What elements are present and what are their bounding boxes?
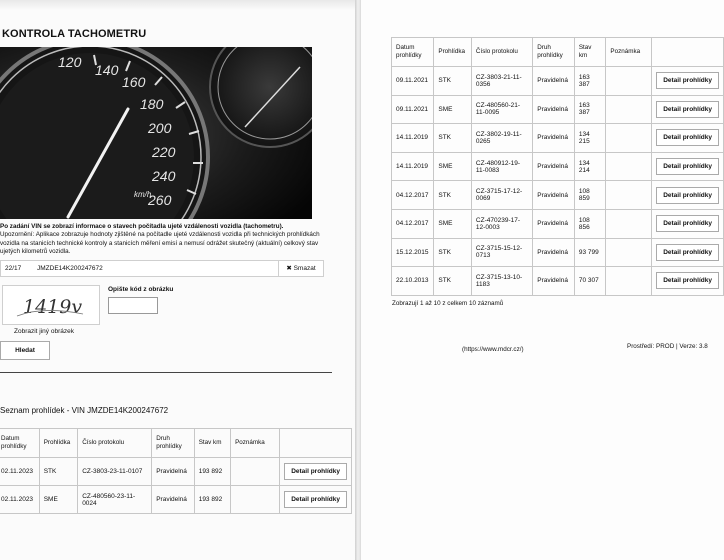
dial-number: 120 — [58, 54, 82, 70]
cell-note — [606, 124, 652, 153]
col-header: Prohlídka — [39, 429, 77, 458]
col-header: Druh prohlídky — [152, 429, 195, 458]
info-lead: Po zadání VIN se zobrazí informace o stavech počítadla ujeté vzdálenosti vozidla (tachometru). — [0, 223, 284, 230]
detail-button[interactable]: Detail prohlídky — [656, 215, 719, 232]
table-row — [392, 209, 724, 238]
detail-button[interactable]: Detail prohlídky — [284, 491, 347, 508]
left-page — [0, 0, 356, 560]
cell-date: 04.12.2017 — [392, 181, 434, 210]
table-row — [392, 238, 724, 267]
dial-number: 180 — [140, 96, 164, 112]
table-row — [392, 267, 724, 296]
cell-note — [231, 458, 280, 486]
info-text — [0, 223, 330, 256]
cell-type: STK — [434, 238, 472, 267]
detail-button[interactable]: Detail prohlídky — [656, 244, 719, 261]
cell-note — [606, 267, 652, 296]
table-row — [392, 181, 724, 210]
cell-protocol: CZ-480560-23-11-0024 — [78, 486, 152, 514]
dial-number: 200 — [148, 120, 172, 136]
pagination-summary: Zobrazují 1 až 10 z celkem 10 záznamů — [392, 300, 504, 307]
cell-km: 108 859 — [574, 181, 606, 210]
cell-kind: Pravidelná — [152, 458, 195, 486]
col-header: Poznámka — [231, 429, 280, 458]
captcha-input[interactable] — [108, 297, 158, 314]
cell-km: 108 856 — [574, 209, 606, 238]
cell-type: SME — [434, 95, 472, 124]
vin-input[interactable]: JMZDE14K200247672 — [37, 265, 103, 272]
captcha-drawing — [3, 286, 99, 324]
cell-type: SME — [434, 152, 472, 181]
cell-km: 163 387 — [574, 95, 606, 124]
col-header: Stav km — [194, 429, 230, 458]
cell-date: 09.11.2021 — [392, 67, 434, 96]
col-header: Stav km — [574, 38, 606, 67]
tachometer-photo — [0, 47, 312, 219]
dial-unit: km/h — [134, 190, 152, 199]
table-row — [392, 95, 724, 124]
list-title: Seznam prohlídek - VIN JMZDE14K200247672 — [0, 406, 169, 415]
dial-number: 160 — [122, 74, 146, 90]
cell-protocol: CZ-3715-13-10-1183 — [471, 267, 532, 296]
cell-type: SME — [39, 486, 77, 514]
cell-protocol: CZ-3715-17-12-0069 — [471, 181, 532, 210]
cell-kind: Pravidelná — [533, 95, 575, 124]
cell-date: 09.11.2021 — [392, 95, 434, 124]
cell-km: 134 215 — [574, 124, 606, 153]
cell-date: 02.11.2023 — [0, 486, 39, 514]
table-row — [392, 67, 724, 96]
col-header: Prohlídka — [434, 38, 472, 67]
cell-date: 22.10.2013 — [392, 267, 434, 296]
cell-date: 14.11.2019 — [392, 152, 434, 181]
cell-protocol: CZ-480560-21-11-0095 — [471, 95, 532, 124]
cell-km: 193 892 — [194, 486, 230, 514]
cell-kind: Pravidelná — [533, 181, 575, 210]
cell-protocol: CZ-3715-15-12-0713 — [471, 238, 532, 267]
cell-km: 163 387 — [574, 67, 606, 96]
col-header — [652, 38, 724, 67]
dial-number: 240 — [152, 168, 176, 184]
table-header-row — [392, 38, 724, 67]
table-row — [0, 458, 352, 486]
cell-kind: Pravidelná — [533, 152, 575, 181]
cell-type: STK — [434, 124, 472, 153]
cell-protocol: CZ-3802-19-11-0265 — [471, 124, 532, 153]
detail-button[interactable]: Detail prohlídky — [656, 129, 719, 146]
cell-kind: Pravidelná — [152, 486, 195, 514]
col-header: Poznámka — [606, 38, 652, 67]
cell-protocol: CZ-470239-17-12-0003 — [471, 209, 532, 238]
page-title: KONTROLA TACHOMETRU — [2, 28, 147, 40]
dial-number: 260 — [148, 192, 172, 208]
page-edge — [0, 0, 356, 10]
dial-number: 140 — [95, 62, 119, 78]
inspection-table-continued — [391, 37, 724, 296]
cell-type: STK — [434, 267, 472, 296]
dial-number: 220 — [152, 144, 176, 160]
cell-km: 70 307 — [574, 267, 606, 296]
vin-input-row[interactable] — [0, 260, 324, 277]
cell-protocol: CZ-480912-19-11-0083 — [471, 152, 532, 181]
table-row — [392, 152, 724, 181]
col-header: Číslo protokolu — [471, 38, 532, 67]
detail-button[interactable]: Detail prohlídky — [284, 463, 347, 480]
cell-kind: Pravidelná — [533, 209, 575, 238]
col-header: Datum prohlídky — [0, 429, 39, 458]
clear-button[interactable]: ✖ Smazat — [278, 261, 323, 276]
cell-note — [606, 67, 652, 96]
captcha-refresh-link[interactable]: Zobrazit jiný obrázek — [14, 328, 74, 335]
cell-note — [606, 181, 652, 210]
detail-button[interactable]: Detail prohlídky — [656, 72, 719, 89]
table-row — [392, 124, 724, 153]
detail-button[interactable]: Detail prohlídky — [656, 272, 719, 289]
footer-link[interactable]: (https://www.mdcr.cz/) — [462, 346, 524, 353]
cell-type: STK — [434, 67, 472, 96]
detail-button[interactable]: Detail prohlídky — [656, 158, 719, 175]
divider — [0, 372, 332, 373]
cell-km: 134 214 — [574, 152, 606, 181]
cell-date: 02.11.2023 — [0, 458, 39, 486]
col-header — [280, 429, 352, 458]
search-button[interactable]: Hledat — [0, 341, 50, 360]
cell-km: 193 892 — [194, 458, 230, 486]
cell-kind: Pravidelná — [533, 267, 575, 296]
vin-char-counter: 22/17 — [5, 265, 22, 272]
cell-date: 04.12.2017 — [392, 209, 434, 238]
detail-button[interactable]: Detail prohlídky — [656, 187, 719, 204]
cell-note — [606, 95, 652, 124]
inspection-table — [0, 428, 352, 514]
table-header-row — [0, 429, 352, 458]
cell-note — [606, 152, 652, 181]
cell-type: STK — [434, 181, 472, 210]
captcha-image — [2, 285, 100, 325]
captcha-text: 1419v — [23, 296, 83, 318]
cell-date: 15.12.2015 — [392, 238, 434, 267]
cell-note — [231, 486, 280, 514]
cell-note — [606, 209, 652, 238]
cell-kind: Pravidelná — [533, 67, 575, 96]
cell-km: 93 799 — [574, 238, 606, 267]
cell-protocol: CZ-3803-23-11-0107 — [78, 458, 152, 486]
captcha-label: Opište kód z obrázku — [108, 286, 174, 293]
col-header: Druh prohlídky — [533, 38, 575, 67]
cell-type: STK — [39, 458, 77, 486]
speedometer-image — [0, 47, 312, 219]
cell-note — [606, 238, 652, 267]
cell-kind: Pravidelná — [533, 124, 575, 153]
detail-button[interactable]: Detail prohlídky — [656, 101, 719, 118]
cell-protocol: CZ-3803-21-11-0356 — [471, 67, 532, 96]
right-page — [361, 0, 724, 560]
footer-environment: Prostředí: PROD | Verze: 3.8 — [627, 343, 708, 350]
col-header: Datum prohlídky — [392, 38, 434, 67]
cell-type: SME — [434, 209, 472, 238]
info-body: Upozornění: Aplikace zobrazuje hodnoty zjištěné na počítadle ujeté vzdálenosti vozidla při technických prohlídkách vozidla na stanicích technické kontroly a stanicích měření emisí a nemusí odrážet skutečný (aktuální) celkový stav ujetých kilometrů vozidla. — [0, 231, 320, 255]
cell-kind: Pravidelná — [533, 238, 575, 267]
cell-date: 14.11.2019 — [392, 124, 434, 153]
table-row — [0, 486, 352, 514]
col-header: Číslo protokolu — [78, 429, 152, 458]
